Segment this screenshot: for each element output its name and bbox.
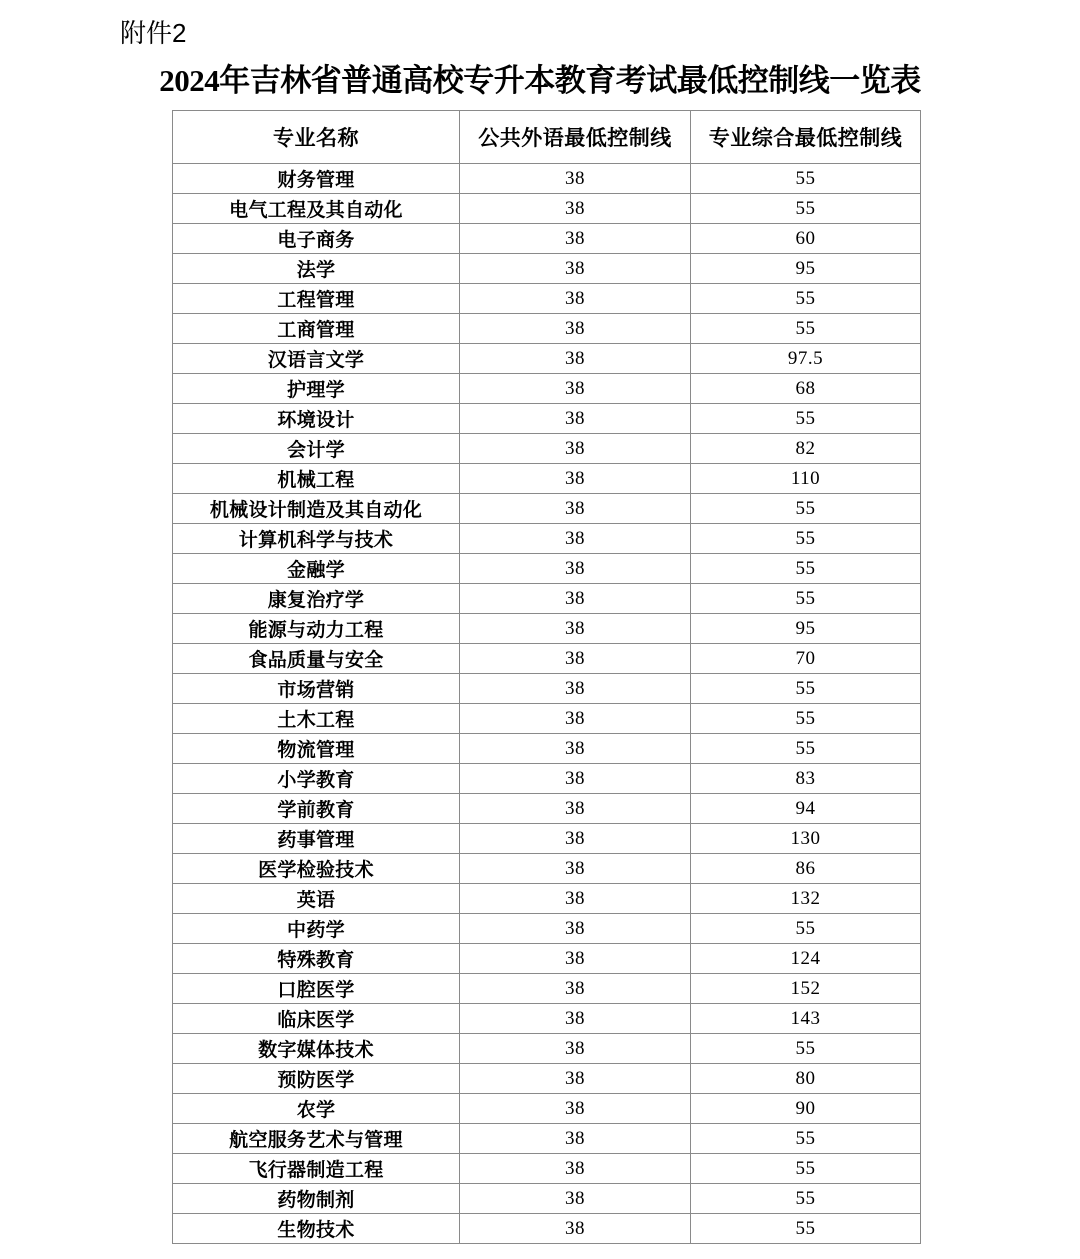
cell-foreign-language-score: 38: [460, 674, 691, 704]
table-row: [173, 944, 921, 974]
cell-comprehensive-score: 55: [691, 674, 921, 704]
cell-comprehensive-score: 95: [691, 254, 921, 284]
cell-major-name: 机械设计制造及其自动化: [173, 494, 460, 524]
cell-major-name: 药物制剂: [173, 1184, 460, 1214]
cell-foreign-language-score: 38: [460, 824, 691, 854]
cell-foreign-language-score: 38: [460, 884, 691, 914]
table-row: [173, 1064, 921, 1094]
table-row: [173, 494, 921, 524]
cell-comprehensive-score: 97.5: [691, 344, 921, 374]
cell-comprehensive-score: 55: [691, 404, 921, 434]
cell-foreign-language-score: 38: [460, 794, 691, 824]
table-body: [173, 164, 921, 1244]
cell-foreign-language-score: 38: [460, 914, 691, 944]
table-row: [173, 224, 921, 254]
cell-foreign-language-score: 38: [460, 1064, 691, 1094]
cell-foreign-language-score: 38: [460, 524, 691, 554]
cell-major-name: 数字媒体技术: [173, 1034, 460, 1064]
table-row: [173, 764, 921, 794]
cell-comprehensive-score: 55: [691, 914, 921, 944]
cell-foreign-language-score: 38: [460, 854, 691, 884]
minimum-score-table: [172, 110, 921, 1244]
cell-major-name: 药事管理: [173, 824, 460, 854]
cell-comprehensive-score: 55: [691, 584, 921, 614]
cell-foreign-language-score: 38: [460, 614, 691, 644]
cell-comprehensive-score: 55: [691, 1184, 921, 1214]
cell-comprehensive-score: 82: [691, 434, 921, 464]
cell-major-name: 康复治疗学: [173, 584, 460, 614]
cell-major-name: 航空服务艺术与管理: [173, 1124, 460, 1154]
cell-major-name: 市场营销: [173, 674, 460, 704]
cell-major-name: 电气工程及其自动化: [173, 194, 460, 224]
cell-comprehensive-score: 90: [691, 1094, 921, 1124]
cell-foreign-language-score: 38: [460, 1154, 691, 1184]
page-title: 2024年吉林省普通高校专升本教育考试最低控制线一览表: [159, 63, 921, 98]
cell-major-name: 食品质量与安全: [173, 644, 460, 674]
cell-comprehensive-score: 152: [691, 974, 921, 1004]
table-row: [173, 1214, 921, 1244]
cell-comprehensive-score: 55: [691, 1124, 921, 1154]
table-header-row: [173, 111, 921, 164]
table-row: [173, 884, 921, 914]
cell-major-name: 预防医学: [173, 1064, 460, 1094]
cell-comprehensive-score: 55: [691, 1034, 921, 1064]
column-header-comprehensive: 专业综合最低控制线: [691, 111, 921, 164]
cell-major-name: 中药学: [173, 914, 460, 944]
table-row: [173, 674, 921, 704]
cell-foreign-language-score: 38: [460, 764, 691, 794]
table-row: [173, 404, 921, 434]
cell-foreign-language-score: 38: [460, 554, 691, 584]
cell-foreign-language-score: 38: [460, 1184, 691, 1214]
column-header-major: 专业名称: [173, 111, 460, 164]
cell-major-name: 农学: [173, 1094, 460, 1124]
table-row: [173, 164, 921, 194]
cell-comprehensive-score: 60: [691, 224, 921, 254]
cell-foreign-language-score: 38: [460, 584, 691, 614]
cell-major-name: 金融学: [173, 554, 460, 584]
cell-major-name: 临床医学: [173, 1004, 460, 1034]
table-row: [173, 824, 921, 854]
cell-foreign-language-score: 38: [460, 974, 691, 1004]
cell-comprehensive-score: 110: [691, 464, 921, 494]
cell-major-name: 小学教育: [173, 764, 460, 794]
table-row: [173, 254, 921, 284]
cell-comprehensive-score: 80: [691, 1064, 921, 1094]
table-row: [173, 794, 921, 824]
attachment-label: 附件2: [120, 18, 187, 48]
cell-comprehensive-score: 55: [691, 734, 921, 764]
cell-comprehensive-score: 124: [691, 944, 921, 974]
cell-foreign-language-score: 38: [460, 164, 691, 194]
table-row: [173, 1124, 921, 1154]
cell-major-name: 法学: [173, 254, 460, 284]
cell-comprehensive-score: 55: [691, 524, 921, 554]
cell-comprehensive-score: 55: [691, 554, 921, 584]
table-row: [173, 434, 921, 464]
cell-comprehensive-score: 55: [691, 704, 921, 734]
cell-foreign-language-score: 38: [460, 944, 691, 974]
table-row: [173, 554, 921, 584]
cell-comprehensive-score: 70: [691, 644, 921, 674]
cell-major-name: 土木工程: [173, 704, 460, 734]
cell-major-name: 特殊教育: [173, 944, 460, 974]
cell-major-name: 计算机科学与技术: [173, 524, 460, 554]
cell-major-name: 医学检验技术: [173, 854, 460, 884]
table-row: [173, 1154, 921, 1184]
cell-major-name: 工商管理: [173, 314, 460, 344]
table-row: [173, 734, 921, 764]
cell-foreign-language-score: 38: [460, 344, 691, 374]
cell-comprehensive-score: 55: [691, 314, 921, 344]
cell-comprehensive-score: 68: [691, 374, 921, 404]
table-row: [173, 344, 921, 374]
table-row: [173, 584, 921, 614]
cell-major-name: 会计学: [173, 434, 460, 464]
cell-foreign-language-score: 38: [460, 494, 691, 524]
cell-major-name: 财务管理: [173, 164, 460, 194]
table-row: [173, 614, 921, 644]
cell-foreign-language-score: 38: [460, 644, 691, 674]
cell-major-name: 学前教育: [173, 794, 460, 824]
cell-foreign-language-score: 38: [460, 404, 691, 434]
cell-major-name: 生物技术: [173, 1214, 460, 1244]
cell-major-name: 护理学: [173, 374, 460, 404]
table-row: [173, 374, 921, 404]
column-header-foreign-language: 公共外语最低控制线: [460, 111, 691, 164]
cell-foreign-language-score: 38: [460, 1034, 691, 1064]
table-header: [173, 111, 921, 164]
cell-comprehensive-score: 132: [691, 884, 921, 914]
cell-comprehensive-score: 143: [691, 1004, 921, 1034]
cell-comprehensive-score: 95: [691, 614, 921, 644]
cell-foreign-language-score: 38: [460, 254, 691, 284]
cell-major-name: 物流管理: [173, 734, 460, 764]
cell-foreign-language-score: 38: [460, 374, 691, 404]
table-row: [173, 854, 921, 884]
table-row: [173, 644, 921, 674]
cell-major-name: 工程管理: [173, 284, 460, 314]
cell-major-name: 环境设计: [173, 404, 460, 434]
score-table-container: [172, 110, 920, 1244]
cell-foreign-language-score: 38: [460, 704, 691, 734]
table-row: [173, 1094, 921, 1124]
cell-comprehensive-score: 55: [691, 164, 921, 194]
table-row: [173, 974, 921, 1004]
cell-comprehensive-score: 55: [691, 194, 921, 224]
table-row: [173, 314, 921, 344]
cell-major-name: 汉语言文学: [173, 344, 460, 374]
cell-foreign-language-score: 38: [460, 1214, 691, 1244]
cell-foreign-language-score: 38: [460, 314, 691, 344]
table-row: [173, 464, 921, 494]
cell-comprehensive-score: 86: [691, 854, 921, 884]
cell-comprehensive-score: 55: [691, 284, 921, 314]
table-row: [173, 524, 921, 554]
table-row: [173, 1184, 921, 1214]
cell-major-name: 英语: [173, 884, 460, 914]
cell-major-name: 口腔医学: [173, 974, 460, 1004]
table-row: [173, 704, 921, 734]
cell-foreign-language-score: 38: [460, 1004, 691, 1034]
cell-comprehensive-score: 55: [691, 1154, 921, 1184]
cell-major-name: 飞行器制造工程: [173, 1154, 460, 1184]
cell-foreign-language-score: 38: [460, 1124, 691, 1154]
cell-comprehensive-score: 83: [691, 764, 921, 794]
table-row: [173, 1034, 921, 1064]
cell-comprehensive-score: 55: [691, 494, 921, 524]
cell-comprehensive-score: 130: [691, 824, 921, 854]
cell-comprehensive-score: 94: [691, 794, 921, 824]
cell-major-name: 电子商务: [173, 224, 460, 254]
table-row: [173, 194, 921, 224]
cell-foreign-language-score: 38: [460, 434, 691, 464]
table-row: [173, 1004, 921, 1034]
table-row: [173, 914, 921, 944]
cell-foreign-language-score: 38: [460, 464, 691, 494]
table-row: [173, 284, 921, 314]
cell-major-name: 能源与动力工程: [173, 614, 460, 644]
cell-comprehensive-score: 55: [691, 1214, 921, 1244]
cell-foreign-language-score: 38: [460, 734, 691, 764]
cell-foreign-language-score: 38: [460, 224, 691, 254]
cell-foreign-language-score: 38: [460, 1094, 691, 1124]
cell-foreign-language-score: 38: [460, 284, 691, 314]
cell-foreign-language-score: 38: [460, 194, 691, 224]
cell-major-name: 机械工程: [173, 464, 460, 494]
